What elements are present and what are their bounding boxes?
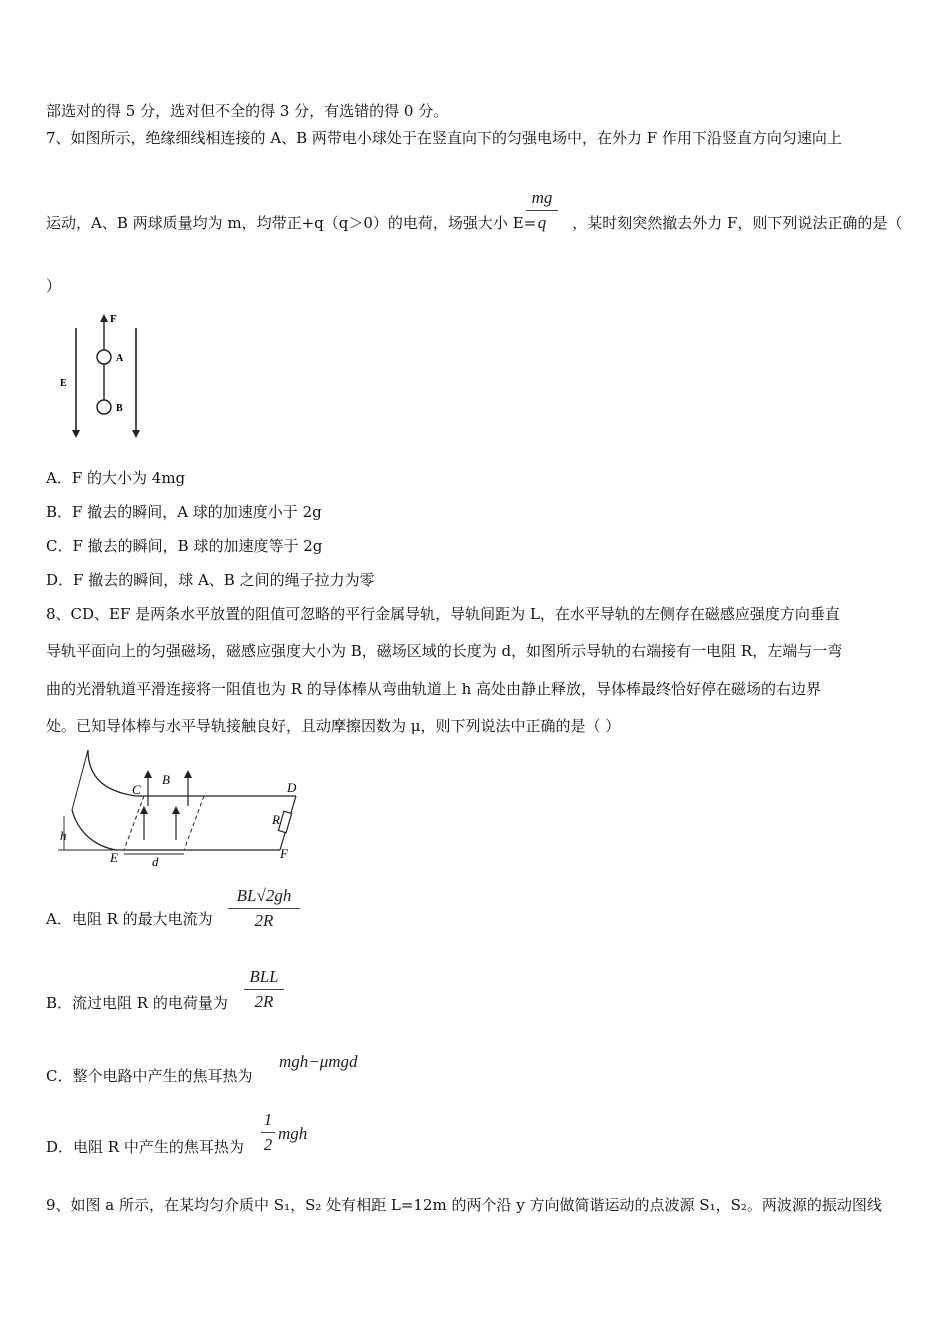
label-b: B — [162, 772, 170, 787]
ball-b — [97, 400, 111, 414]
b-arrowhead-3 — [140, 806, 148, 814]
q8-option-d: D．电阻 R 中产生的焦耳热为 — [46, 1138, 244, 1156]
b-arrowhead-2 — [184, 770, 192, 778]
label-d: D — [287, 780, 297, 795]
q9-line-1: 9、如图 a 所示，在某均匀介质中 S₁，S₂ 处有相距 L=12m 的两个沿 y 方向做简谐运动的点波源 S₁，S₂。两波源的振动图线 — [46, 1196, 882, 1214]
q8-line-4: 处。已知导体棒与水平导轨接触良好，且动摩擦因数为 μ，则下列说法中正确的是（ ） — [46, 717, 621, 735]
force-arrow — [100, 314, 108, 322]
q8-line-1: 8、CD、EF 是两条水平放置的阻值可忽略的平行金属导轨，导轨间距为 L，在水平导轨的左侧存在磁感应强度方向垂直 — [46, 605, 840, 623]
curved-track-top — [88, 750, 136, 796]
q8-option-c: C．整个电路中产生的焦耳热为 — [46, 1067, 253, 1085]
field-arrow-right — [132, 430, 140, 438]
q8-option-a-fraction — [228, 886, 300, 931]
fraction-bar — [526, 210, 558, 211]
fraction-numerator: 1 — [263, 1110, 273, 1129]
curved-track-bottom — [72, 810, 116, 850]
q7-field-fraction — [526, 188, 558, 233]
label-f: F — [280, 846, 288, 861]
resistor — [278, 811, 291, 832]
q7-figure — [52, 308, 162, 443]
q8-figure — [58, 750, 308, 870]
b-arrowhead-4 — [172, 806, 180, 814]
label-b: B — [116, 403, 123, 414]
label-e: E — [60, 378, 67, 389]
intro-line: 部选对的得 5 分，选对但不全的得 3 分，有选错的得 0 分。 — [46, 102, 449, 120]
label-c: C — [132, 782, 141, 797]
fraction-bar — [244, 989, 284, 990]
q8-option-c-expression: mgh−μmgd — [279, 1052, 358, 1071]
q7-line-3: ） — [46, 277, 62, 295]
field-arrow-left — [72, 430, 80, 438]
label-f: F — [110, 313, 117, 325]
fraction-bar — [228, 908, 300, 909]
q7-fraction-denominator: q — [537, 213, 547, 232]
ball-a — [97, 350, 111, 364]
q7-option-c: C．F 撤去的瞬间，B 球的加速度等于 2g — [46, 537, 323, 555]
track-side — [72, 750, 88, 810]
fraction-denominator: 2R — [254, 911, 274, 930]
q7-line-1: 7、如图所示，绝缘细线相连接的 A、B 两带电小球处于在竖直向下的匀强电场中，在外力 F 作用下沿竖直方向匀速向上 — [46, 129, 842, 147]
label-r: R — [272, 812, 280, 827]
fraction-denominator: 2 — [263, 1135, 273, 1154]
q8-option-b: B．流过电阻 R 的电荷量为 — [46, 994, 228, 1012]
q8-option-d-after: mgh — [278, 1124, 308, 1143]
q8-option-d-fraction — [261, 1110, 275, 1155]
field-boundary-left — [124, 796, 144, 850]
q8-option-a: A．电阻 R 的最大电流为 — [46, 910, 213, 928]
fraction-denominator: 2R — [254, 992, 274, 1011]
fraction-numerator: BL√2gh — [236, 886, 292, 905]
q7-line-2-post: ，某时刻突然撤去外力 F，则下列说法正确的是（ — [572, 214, 903, 232]
q7-option-d: D．F 撤去的瞬间，球 A、B 之间的绳子拉力为零 — [46, 571, 375, 589]
label-d-length: d — [152, 854, 159, 869]
label-e: E — [110, 850, 118, 865]
q7-line-2 — [46, 213, 902, 233]
q8-line-2: 导轨平面向上的匀强磁场，磁感应强度大小为 B，磁场区域的长度为 d，如图所示导轨的右端接有一电阻 R，左端与一弯 — [46, 642, 843, 660]
q7-fraction-numerator: mg — [531, 188, 553, 207]
fraction-bar — [261, 1132, 275, 1133]
q7-line-2-pre: 运动，A、B 两球质量均为 m，均带正+q（q＞0）的电荷，场强大小 E= — [46, 214, 537, 232]
b-arrowhead-1 — [144, 770, 152, 778]
q8-option-b-fraction — [244, 967, 284, 1012]
label-a: A — [116, 353, 124, 364]
q7-option-b: B．F 撤去的瞬间，A 球的加速度小于 2g — [46, 503, 322, 521]
field-boundary-right — [184, 796, 204, 850]
q8-line-3: 曲的光滑轨道平滑连接将一阻值也为 R 的导体棒从弯曲轨道上 h 高处由静止释放，导体棒最终恰好停在磁场的右边界 — [46, 680, 822, 698]
label-h: h — [60, 828, 67, 843]
q7-option-a: A．F 的大小为 4mg — [46, 469, 186, 487]
fraction-numerator: BLL — [249, 967, 279, 986]
